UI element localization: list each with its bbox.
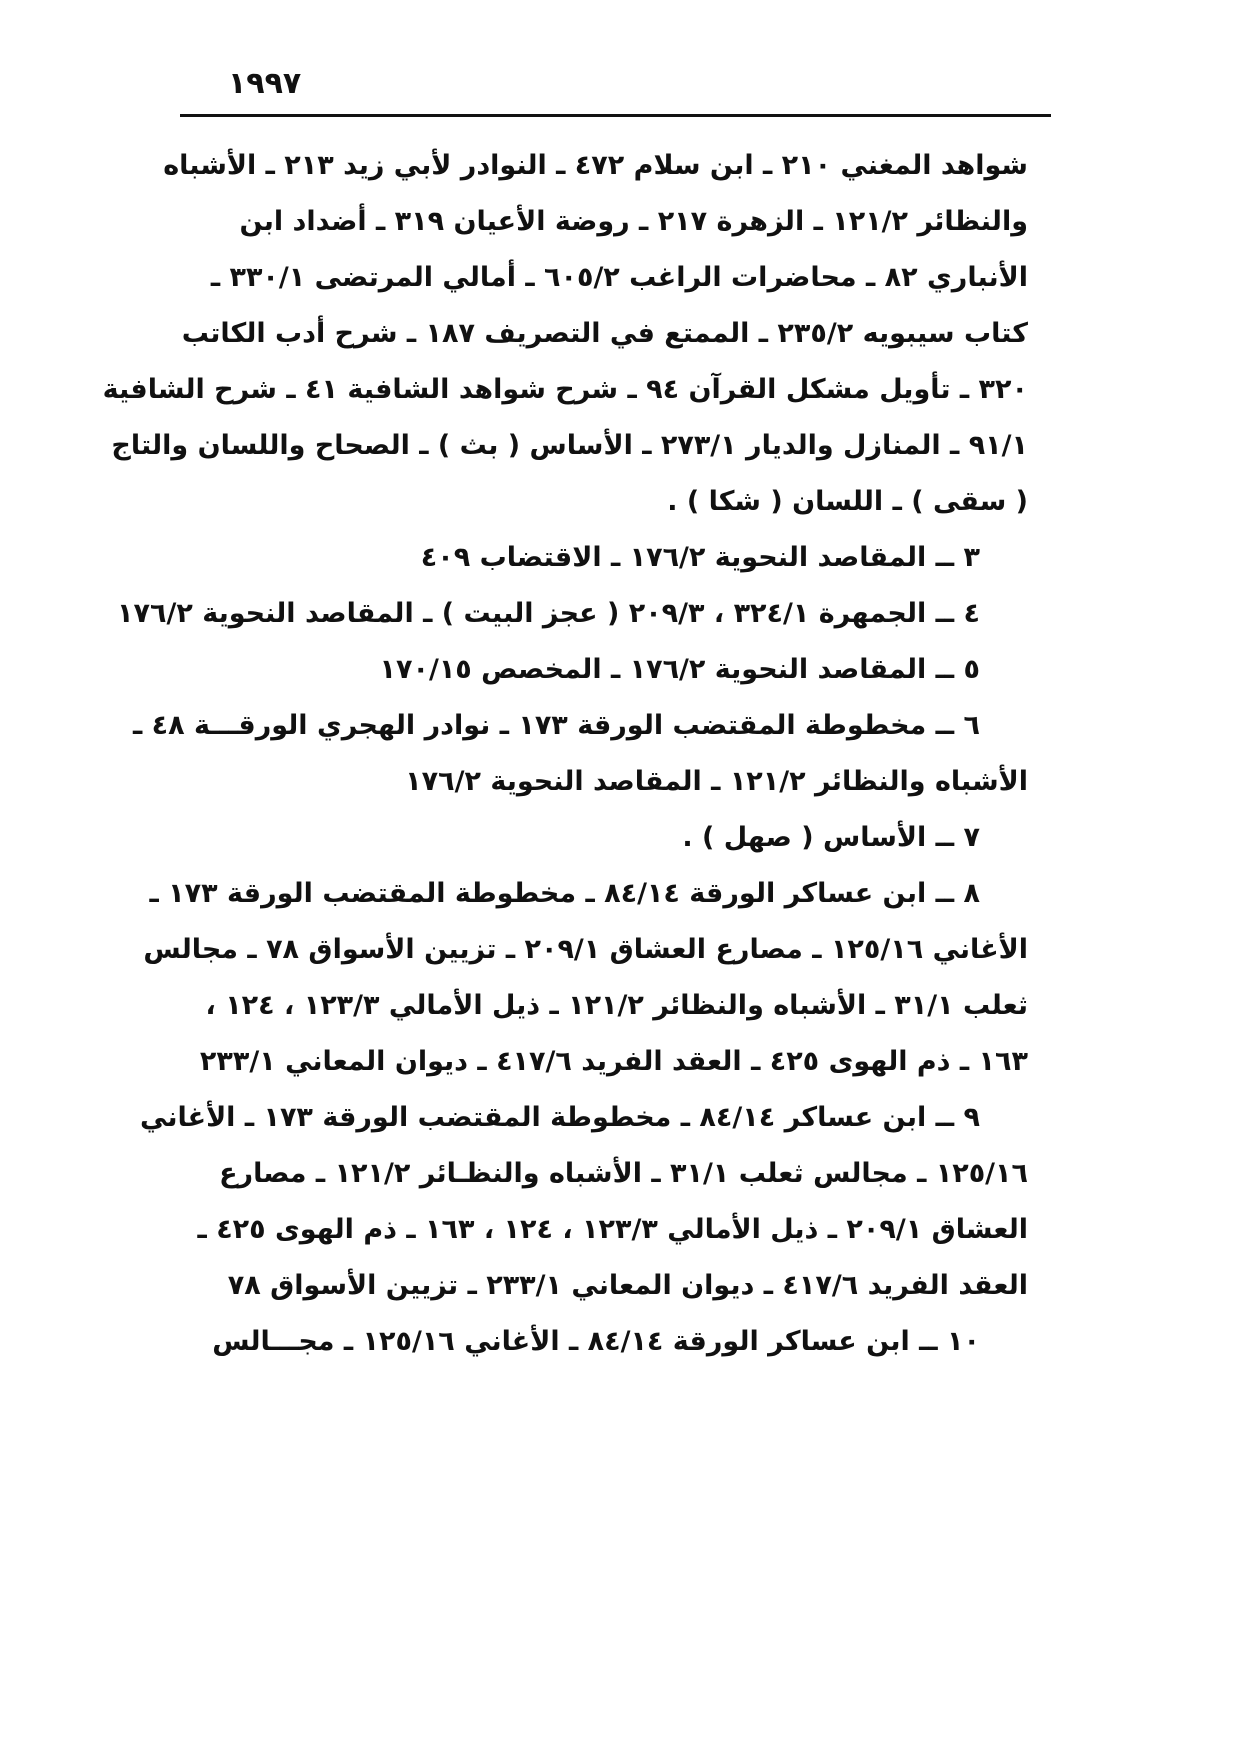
footnote-8-cont-1: الأغاني ١٢٥/١٦ ـ مصارع العشاق ٢٠٩/١ ـ تزيين الأسواق ٧٨ ـ مجالس [143, 934, 1028, 965]
text-line-6: ٩١/١ ـ المنازل والديار ٢٧٣/١ ـ الأساس ( بث ) ـ الصحاح واللسان والتاج [111, 430, 1028, 461]
footnote-9: ٩ ــ ابن عساكر ٨٤/١٤ ـ مخطوطة المقتضب الورقة ١٧٣ ـ الأغاني [140, 1102, 980, 1133]
footnote-5: ٥ ــ المقاصد النحوية ١٧٦/٢ ـ المخصص ١٧٠/١٥ [379, 654, 980, 685]
footnotes-body [102, 138, 1028, 1370]
footnote-9-cont-1: ١٢٥/١٦ ـ مجالس ثعلب ٣١/١ ـ الأشباه والنظـائر ١٢١/٢ ـ مصارع [219, 1158, 1028, 1189]
text-line-2: والنظائر ١٢١/٢ ـ الزهرة ٢١٧ ـ روضة الأعيان ٣١٩ ـ أضداد ابن [239, 206, 1028, 237]
text-line-5: ٣٢٠ ـ تأويل مشكل القرآن ٩٤ ـ شرح شواهد الشافية ٤١ ـ شرح الشافية [102, 374, 1028, 405]
footnote-4: ٤ ــ الجمهرة ٣٢٤/١ ، ٢٠٩/٣ ( عجز البيت ) ـ المقاصد النحوية ١٧٦/٢ [117, 598, 980, 629]
footnote-6: ٦ ــ مخطوطة المقتضب الورقة ١٧٣ ـ نوادر الهجري الورقـــة ٤٨ ـ [132, 710, 980, 741]
footnote-9-cont-3: العقد الفريد ٤١٧/٦ ـ ديوان المعاني ٢٣٣/١ ـ تزيين الأسواق ٧٨ [227, 1270, 1028, 1301]
footnote-8-cont-2: ثعلب ٣١/١ ـ الأشباه والنظائر ١٢١/٢ ـ ذيل الأمالي ١٢٣/٣ ، ١٢٤ ، [205, 990, 1028, 1021]
footnote-8-cont-3: ١٦٣ ـ ذم الهوى ٤٢٥ ـ العقد الفريد ٤١٧/٦ ـ ديوان المعاني ٢٣٣/١ [199, 1046, 1028, 1077]
text-line-7: ( سقى ) ـ اللسان ( شكا ) . [667, 486, 1028, 517]
text-line-4: كتاب سيبويه ٢٣٥/٢ ـ الممتع في التصريف ١٨٧ ـ شرح أدب الكاتب [181, 318, 1028, 349]
footnote-7: ٧ ــ الأساس ( صهل ) . [682, 822, 980, 853]
header-rule [180, 114, 1051, 117]
text-line-1: شواهد المغني ٢١٠ ـ ابن سلام ٤٧٢ ـ النوادر لأبي زيد ٢١٣ ـ الأشباه [163, 150, 1028, 181]
footnote-9-cont-2: العشاق ٢٠٩/١ ـ ذيل الأمالي ١٢٣/٣ ، ١٢٤ ، ١٦٣ ـ ذم الهوى ٤٢٥ ـ [197, 1214, 1028, 1245]
page-number: ١٩٩٧ [228, 66, 302, 101]
footnote-10: ١٠ ــ ابن عساكر الورقة ٨٤/١٤ ـ الأغاني ١٢٥/١٦ ـ مجـــالس [212, 1326, 980, 1357]
footnote-3: ٣ ــ المقاصد النحوية ١٧٦/٢ ـ الاقتضاب ٤٠٩ [420, 542, 980, 573]
footnote-6-cont: الأشباه والنظائر ١٢١/٢ ـ المقاصد النحوية ١٧٦/٢ [405, 766, 1028, 797]
footnote-8: ٨ ــ ابن عساكر الورقة ٨٤/١٤ ـ مخطوطة المقتضب الورقة ١٧٣ ـ [149, 878, 980, 909]
text-line-3: الأنباري ٨٢ ـ محاضرات الراغب ٦٠٥/٢ ـ أمالي المرتضى ٣٣٠/١ ـ [210, 262, 1028, 293]
